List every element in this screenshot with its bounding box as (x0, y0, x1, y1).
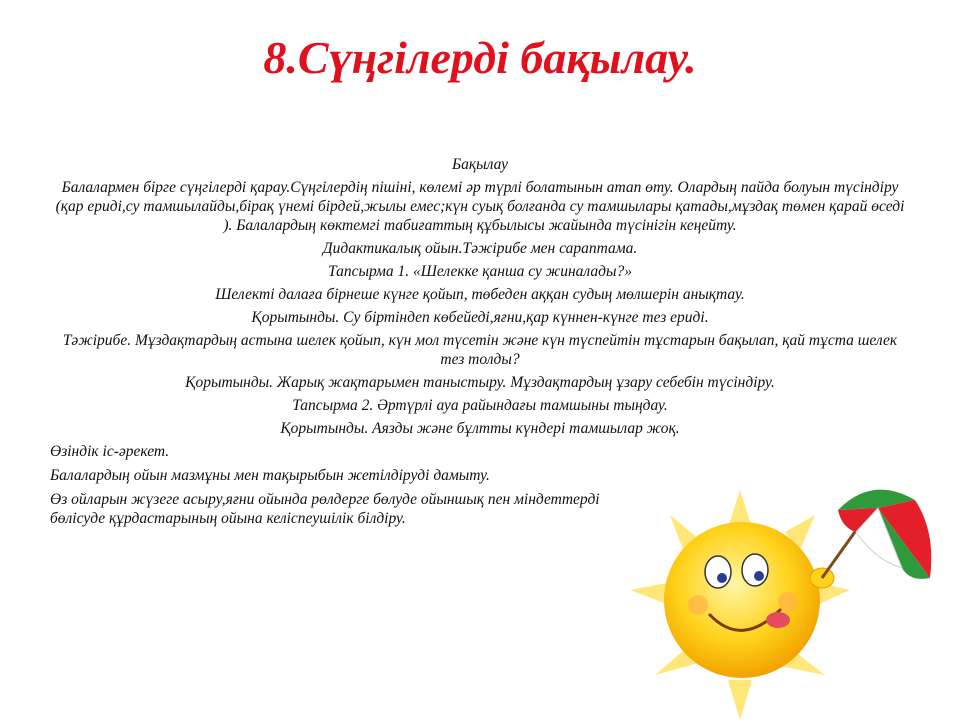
paragraph-conclusion-1: Қорытынды. Су біртіндеп көбейеді,яғни,қар күннен-күнге тез ериді. (251, 309, 709, 326)
paragraph-didactic-game: Дидактикалық ойын.Тәжірибе мен сараптама. (322, 240, 638, 257)
paragraph-observation-heading: Бақылау (451, 156, 508, 173)
sun-with-umbrella-icon (610, 470, 950, 720)
paragraph-independent-activity: Өзіндік іс-әрекет. (50, 443, 170, 460)
paragraph-task-1: Тапсырма 1. «Шелекке қанша су жиналады?» (328, 263, 632, 280)
paragraph-experiment: Тәжірибе. Мұздақтардың астына шелек қойып, күн мол түсетін және күн түспейтін тұстарын бақылап, қай тұста шелек тез толды? (62, 332, 898, 368)
sun-illustration (610, 470, 950, 720)
paragraph-conclusion-2: Қорытынды. Жарық жақтарымен таныстыру. Мұздақтардың ұзару себебін түсіндіру. (185, 374, 775, 391)
paragraph-task-2: Тапсырма 2. Әртүрлі ауа райындағы тамшыны тыңдау. (292, 397, 668, 414)
paragraph-observation: Балалармен бірге сүңгілерді қарау.Сүңгілердің пішіні, көлемі әр түрлі болатынын атап өту. Олардың пайда болуын түсіндіру (қар ериді,су тамшылайды,бірақ үнемі бірдей,жылы емес;күн суық болғанда су тамшылары қатады,мұздақ төмен қарай өседі ). Балалардың көктемгі табиғаттың құбылысы жайында түсінігін кеңейту. (55, 179, 905, 234)
paragraph-task-1-desc: Шелекті далаға бірнеше күнге қойып, төбеден аққан судың мөлшерін анықтау. (215, 286, 745, 303)
slide-title: 8.Сүңгілерді бақылау. (263, 32, 697, 83)
paragraph-roles: Өз ойларын жүзеге асыру,яғни ойында рөлдерге бөлуде ойыншық пен міндеттерді бөлісуде құрдастарының ойына келіспеушілік білдіру. (50, 491, 600, 527)
paragraph-game-content: Балалардың ойын мазмұны мен тақырыбын жетілдіруді дамыту. (50, 467, 490, 484)
paragraph-conclusion-3: Қорытынды. Аязды және бұлтты күндері тамшылар жоқ. (280, 420, 680, 437)
left-eye (705, 556, 731, 588)
right-eye (742, 554, 768, 586)
